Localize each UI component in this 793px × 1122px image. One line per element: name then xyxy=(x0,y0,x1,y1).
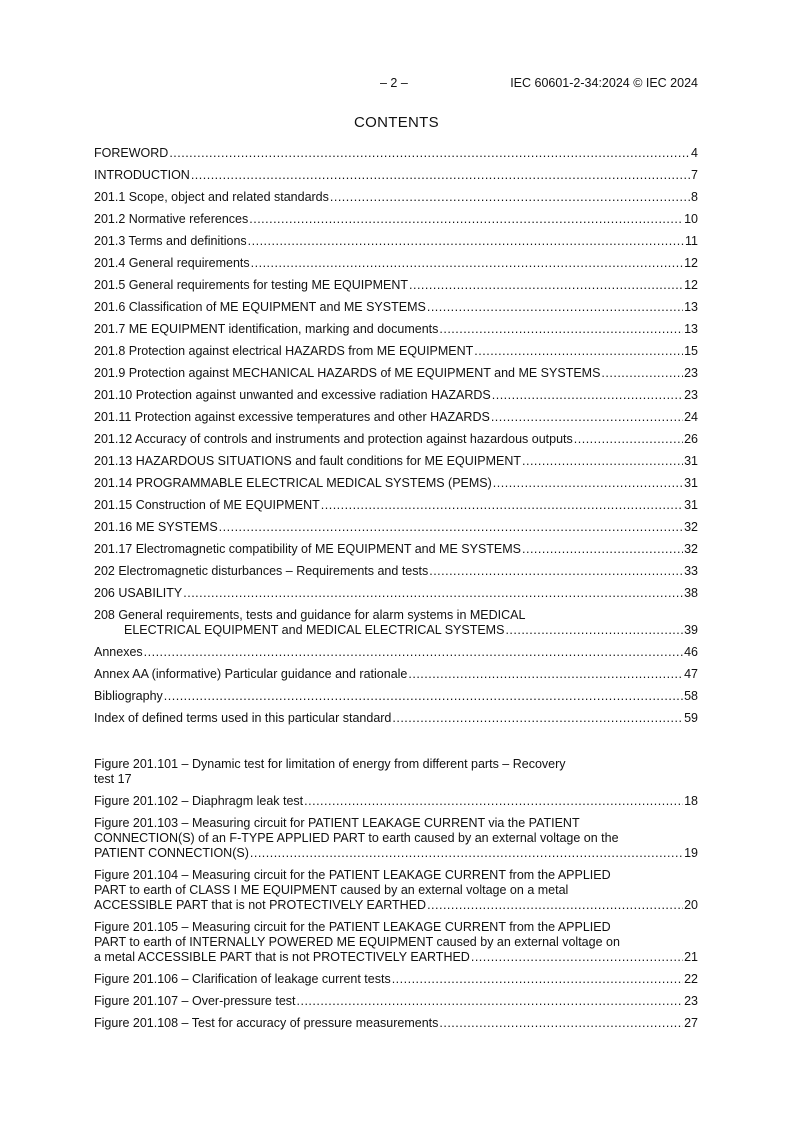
dot-leader xyxy=(251,256,683,271)
toc-entry-page: 46 xyxy=(684,645,698,659)
toc-entry-page: 8 xyxy=(691,190,698,204)
figure-entry-line: PART to earth of INTERNALLY POWERED ME EQUIPMENT caused by an external voltage on xyxy=(94,935,620,949)
toc-entry[interactable] xyxy=(94,454,698,476)
toc-entry[interactable] xyxy=(94,645,698,667)
dot-leader xyxy=(297,994,684,1009)
figure-entry-line: ACCESSIBLE PART that is not PROTECTIVELY EARTHED xyxy=(94,898,427,912)
toc-entry[interactable] xyxy=(94,564,698,586)
toc-entry-page: 7 xyxy=(691,168,698,182)
dot-leader xyxy=(169,146,690,161)
toc-entry[interactable] xyxy=(94,586,698,608)
dot-leader xyxy=(427,898,683,913)
toc-entry-208[interactable] xyxy=(94,608,698,638)
toc-entry[interactable] xyxy=(94,146,698,168)
toc-entry-label: 201.15 Construction of ME EQUIPMENT xyxy=(94,498,320,512)
toc-entry-label: 201.6 Classification of ME EQUIPMENT and ME SYSTEMS xyxy=(94,300,426,314)
toc-entry[interactable] xyxy=(94,344,698,366)
dot-leader xyxy=(144,645,683,660)
toc-entry-label: Annex AA (informative) Particular guidance and rationale xyxy=(94,667,408,681)
toc-entry-label: 201.1 Scope, object and related standards xyxy=(94,190,329,204)
toc-entry-label: 201.10 Protection against unwanted and excessive radiation HAZARDS xyxy=(94,388,491,402)
dot-leader xyxy=(491,410,683,425)
toc-entry[interactable] xyxy=(94,498,698,520)
figure-entry-line: CONNECTION(S) of an F-TYPE APPLIED PART to earth caused by an external voltage on the xyxy=(94,831,619,845)
dot-leader xyxy=(493,476,683,491)
figure-entry-201-101[interactable] xyxy=(94,757,698,787)
toc-entry-page: 47 xyxy=(684,667,698,681)
figure-entry-line: PATIENT CONNECTION(S) xyxy=(94,846,249,860)
dot-leader xyxy=(429,564,683,579)
figure-entry-label: Figure 201.102 – Diaphragm leak test xyxy=(94,794,304,808)
contents-title: CONTENTS xyxy=(354,114,439,131)
figure-entry-line: test 17 xyxy=(94,772,132,786)
figure-entry-page: 20 xyxy=(684,898,698,912)
figure-entry[interactable] xyxy=(94,794,698,816)
dot-leader xyxy=(471,950,683,965)
toc-entry-label: 202 Electromagnetic disturbances – Requirements and tests xyxy=(94,564,429,578)
dot-leader xyxy=(164,689,683,704)
toc-entry-page: 12 xyxy=(684,256,698,270)
figure-entry-label: Figure 201.106 – Clarification of leakage current tests xyxy=(94,972,391,986)
toc-entry[interactable] xyxy=(94,322,698,344)
dot-leader xyxy=(304,794,683,809)
toc-entry-label: 201.9 Protection against MECHANICAL HAZARDS of ME EQUIPMENT and ME SYSTEMS xyxy=(94,366,601,380)
toc-entry[interactable] xyxy=(94,711,698,733)
toc-entry-page: 23 xyxy=(684,366,698,380)
toc-entry-page: 23 xyxy=(684,388,698,402)
dot-leader xyxy=(492,388,683,403)
toc-entry-label: 201.17 Electromagnetic compatibility of ME EQUIPMENT and ME SYSTEMS xyxy=(94,542,522,556)
dot-leader xyxy=(330,190,690,205)
toc-entry-page: 31 xyxy=(684,454,698,468)
toc-entry-line: 208 General requirements, tests and guidance for alarm systems in MEDICAL xyxy=(94,608,526,622)
toc-entry-page: 33 xyxy=(684,564,698,578)
figure-entry-label: Figure 201.107 – Over-pressure test xyxy=(94,994,296,1008)
figure-entry-page: 18 xyxy=(684,794,698,808)
toc-entry[interactable] xyxy=(94,388,698,410)
toc-entry[interactable] xyxy=(94,212,698,234)
toc-main-entries xyxy=(94,146,698,608)
toc-entry-label: 201.8 Protection against electrical HAZARDS from ME EQUIPMENT xyxy=(94,344,474,358)
toc-entry-label: 201.5 General requirements for testing ME EQUIPMENT xyxy=(94,278,409,292)
dot-leader xyxy=(321,498,683,513)
toc-entry-label: INTRODUCTION xyxy=(94,168,190,182)
toc-entry-page: 15 xyxy=(684,344,698,358)
toc-entry[interactable] xyxy=(94,278,698,300)
page-number: – 2 – xyxy=(380,76,408,90)
figure-entry[interactable] xyxy=(94,972,698,994)
toc-entry-page: 13 xyxy=(684,300,698,314)
dot-leader xyxy=(408,667,683,682)
dot-leader xyxy=(427,300,683,315)
toc-entry[interactable] xyxy=(94,190,698,212)
dot-leader xyxy=(505,623,683,638)
toc-entry-label: 201.4 General requirements xyxy=(94,256,250,270)
toc-entry-label: Index of defined terms used in this particular standard xyxy=(94,711,392,725)
figure-entry-page: 23 xyxy=(684,994,698,1008)
dot-leader xyxy=(248,234,684,249)
toc-entry-label: 201.7 ME EQUIPMENT identification, marking and documents xyxy=(94,322,439,336)
figure-entry-label: Figure 201.108 – Test for accuracy of pressure measurements xyxy=(94,1016,439,1030)
toc-entry-label: 201.3 Terms and definitions xyxy=(94,234,247,248)
toc-entry[interactable] xyxy=(94,168,698,190)
toc-entry-page: 59 xyxy=(684,711,698,725)
dot-leader xyxy=(522,454,683,469)
dot-leader xyxy=(474,344,683,359)
dot-leader xyxy=(439,322,683,337)
toc-entry-page: 58 xyxy=(684,689,698,703)
figure-entry-page: 22 xyxy=(684,972,698,986)
figure-entry-line: Figure 201.101 – Dynamic test for limitation of energy from different parts – Recovery xyxy=(94,757,566,771)
figure-entry-page: 19 xyxy=(684,846,698,860)
toc-entry-page: 24 xyxy=(684,410,698,424)
toc-entry-page: 10 xyxy=(684,212,698,226)
toc-entry-page: 32 xyxy=(684,520,698,534)
section-gap xyxy=(94,733,698,757)
toc-entry-page: 31 xyxy=(684,498,698,512)
toc-entry-label: 201.11 Protection against excessive temperatures and other HAZARDS xyxy=(94,410,490,424)
figure-entry-page: 21 xyxy=(684,950,698,964)
toc-entry-label: 201.13 HAZARDOUS SITUATIONS and fault conditions for ME EQUIPMENT xyxy=(94,454,521,468)
figure-entry[interactable] xyxy=(94,994,698,1016)
figure-entry-line: Figure 201.105 – Measuring circuit for the PATIENT LEAKAGE CURRENT from the APPLIED xyxy=(94,920,611,934)
toc-entry[interactable] xyxy=(94,300,698,322)
toc-entry-label: 206 USABILITY xyxy=(94,586,183,600)
dot-leader xyxy=(249,212,683,227)
standard-header: IEC 60601-2-34:2024 © IEC 2024 xyxy=(510,76,698,90)
toc-entry-page: 11 xyxy=(685,234,698,248)
toc-entry[interactable] xyxy=(94,234,698,256)
table-of-contents xyxy=(94,146,698,1038)
toc-entry-label: Annexes xyxy=(94,645,143,659)
figure-entry-line: a metal ACCESSIBLE PART that is not PROTECTIVELY EARTHED xyxy=(94,950,470,964)
toc-entry[interactable] xyxy=(94,667,698,689)
dot-leader xyxy=(392,711,683,726)
toc-entry-page: 26 xyxy=(684,432,698,446)
toc-entry-label: Bibliography xyxy=(94,689,163,703)
toc-entry[interactable] xyxy=(94,366,698,388)
toc-entry[interactable] xyxy=(94,410,698,432)
dot-leader xyxy=(522,542,683,557)
toc-entry-label: 201.16 ME SYSTEMS xyxy=(94,520,218,534)
dot-leader xyxy=(183,586,683,601)
toc-entry-page: 13 xyxy=(684,322,698,336)
toc-entry-page: 39 xyxy=(684,623,698,637)
toc-entry-page: 38 xyxy=(684,586,698,600)
figure-entry-line: Figure 201.104 – Measuring circuit for the PATIENT LEAKAGE CURRENT from the APPLIED xyxy=(94,868,611,882)
figure-entry-line: Figure 201.103 – Measuring circuit for PATIENT LEAKAGE CURRENT via the PATIENT xyxy=(94,816,580,830)
dot-leader xyxy=(601,366,683,381)
toc-entry-line: ELECTRICAL EQUIPMENT and MEDICAL ELECTRICAL SYSTEMS xyxy=(124,623,505,637)
figure-entry[interactable] xyxy=(94,1016,698,1038)
toc-entry-page: 32 xyxy=(684,542,698,556)
toc-entry[interactable] xyxy=(94,256,698,278)
toc-entry-label: 201.2 Normative references xyxy=(94,212,249,226)
toc-entry-label: 201.12 Accuracy of controls and instruments and protection against hazardous outputs xyxy=(94,432,573,446)
dot-leader xyxy=(439,1016,683,1031)
figure-entry-201-105[interactable] xyxy=(94,920,698,965)
toc-entry[interactable] xyxy=(94,476,698,498)
dot-leader xyxy=(191,168,690,183)
dot-leader xyxy=(392,972,683,987)
toc-entry[interactable] xyxy=(94,432,698,454)
figure-entry-201-103[interactable] xyxy=(94,816,698,861)
toc-entry-page: 4 xyxy=(691,146,698,160)
dot-leader xyxy=(574,432,683,447)
dot-leader xyxy=(409,278,683,293)
toc-entry-page: 12 xyxy=(684,278,698,292)
dot-leader xyxy=(219,520,683,535)
toc-entry[interactable] xyxy=(94,689,698,711)
dot-leader xyxy=(250,846,683,861)
toc-entry-label: FOREWORD xyxy=(94,146,169,160)
toc-entry[interactable] xyxy=(94,542,698,564)
figure-entry-line: PART to earth of CLASS I ME EQUIPMENT caused by an external voltage on a metal xyxy=(94,883,569,897)
toc-entry[interactable] xyxy=(94,520,698,542)
toc-entry-label: 201.14 PROGRAMMABLE ELECTRICAL MEDICAL SYSTEMS (PEMS) xyxy=(94,476,492,490)
figure-entry-page: 27 xyxy=(684,1016,698,1030)
toc-entry-page: 31 xyxy=(684,476,698,490)
figure-entry-201-104[interactable] xyxy=(94,868,698,913)
